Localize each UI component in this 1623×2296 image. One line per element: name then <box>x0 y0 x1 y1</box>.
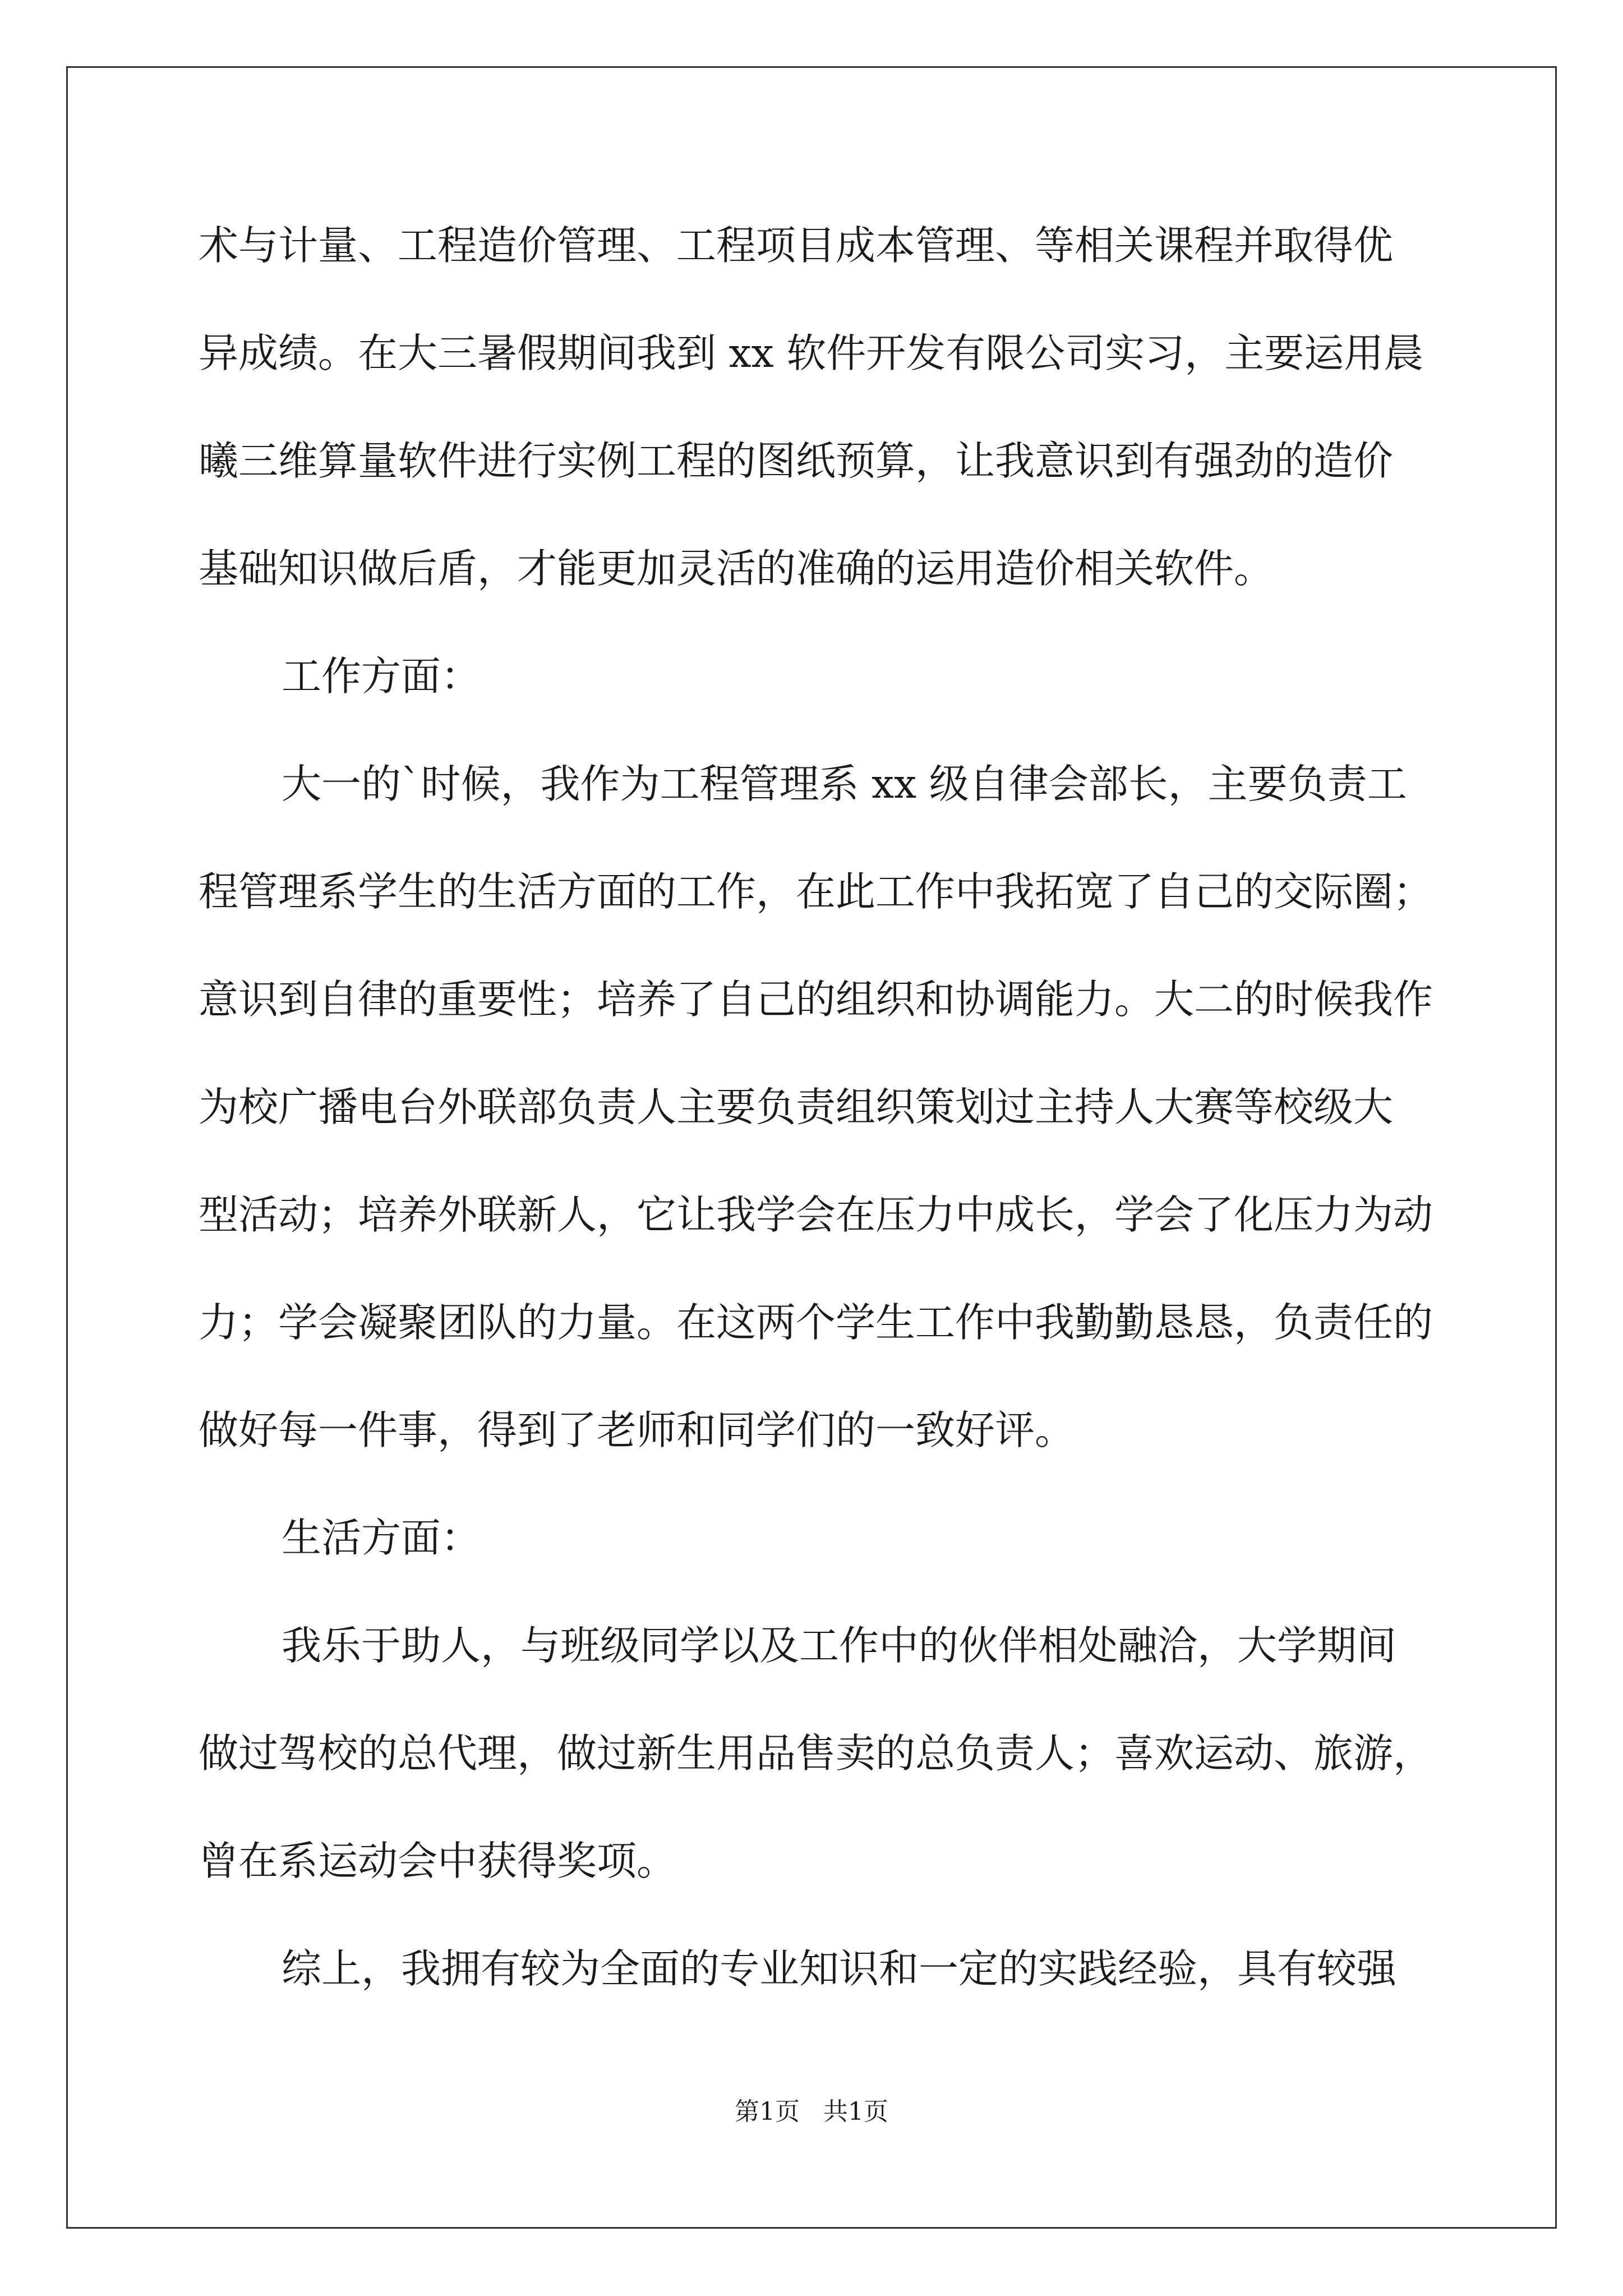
paragraph-line: 基础知识做后盾，才能更加灵活的准确的运用造价相关软件。 <box>199 545 1274 592</box>
paragraph-line: 程管理系学生的生活方面的工作，在此工作中我拓宽了自己的交际圈； <box>199 868 1433 915</box>
paragraph-line: 曾在系运动会中获得奖项。 <box>199 1838 677 1884</box>
paragraph-line: 为校广播电台外联部负责人主要负责组织策划过主持人大赛等校级大 <box>199 1084 1394 1130</box>
paragraph-line: 曦三维算量软件进行实例工程的图纸预算，让我意识到有强劲的造价 <box>199 438 1394 484</box>
page-footer: 第1页 共1页 <box>735 2097 888 2126</box>
paragraph-line: 型活动；培养外联新人，它让我学会在压力中成长，学会了化压力为动 <box>199 1191 1433 1238</box>
paragraph-line: 综上，我拥有较为全面的专业知识和一定的实践经验，具有较强 <box>282 1945 1397 1992</box>
paragraph-line: 做过驾校的总代理，做过新生用品售卖的总负责人；喜欢运动、旅游， <box>199 1730 1433 1777</box>
page-border <box>66 66 1557 2229</box>
section-heading-work: 工作方面： <box>282 653 481 700</box>
paragraph-line: 我乐于助人，与班级同学以及工作中的伙伴相处融洽，大学期间 <box>282 1622 1397 1669</box>
paragraph-line: 意识到自律的重要性；培养了自己的组织和协调能力。大二的时候我作 <box>199 976 1433 1023</box>
paragraph-line: 做好每一件事，得到了老师和同学们的一致好评。 <box>199 1407 1075 1453</box>
paragraph-line: 术与计量、工程造价管理、工程项目成本管理、等相关课程并取得优 <box>199 222 1394 269</box>
paragraph-line: 大一的`时候，我作为工程管理系 xx 级自律会部长，主要负责工 <box>282 761 1407 807</box>
paragraph-line: 力；学会凝聚团队的力量。在这两个学生工作中我勤勤恳恳，负责任的 <box>199 1299 1433 1346</box>
section-heading-life: 生活方面： <box>282 1515 481 1561</box>
paragraph-line: 异成绩。在大三暑假期间我到 xx 软件开发有限公司实习，主要运用晨 <box>199 330 1424 376</box>
